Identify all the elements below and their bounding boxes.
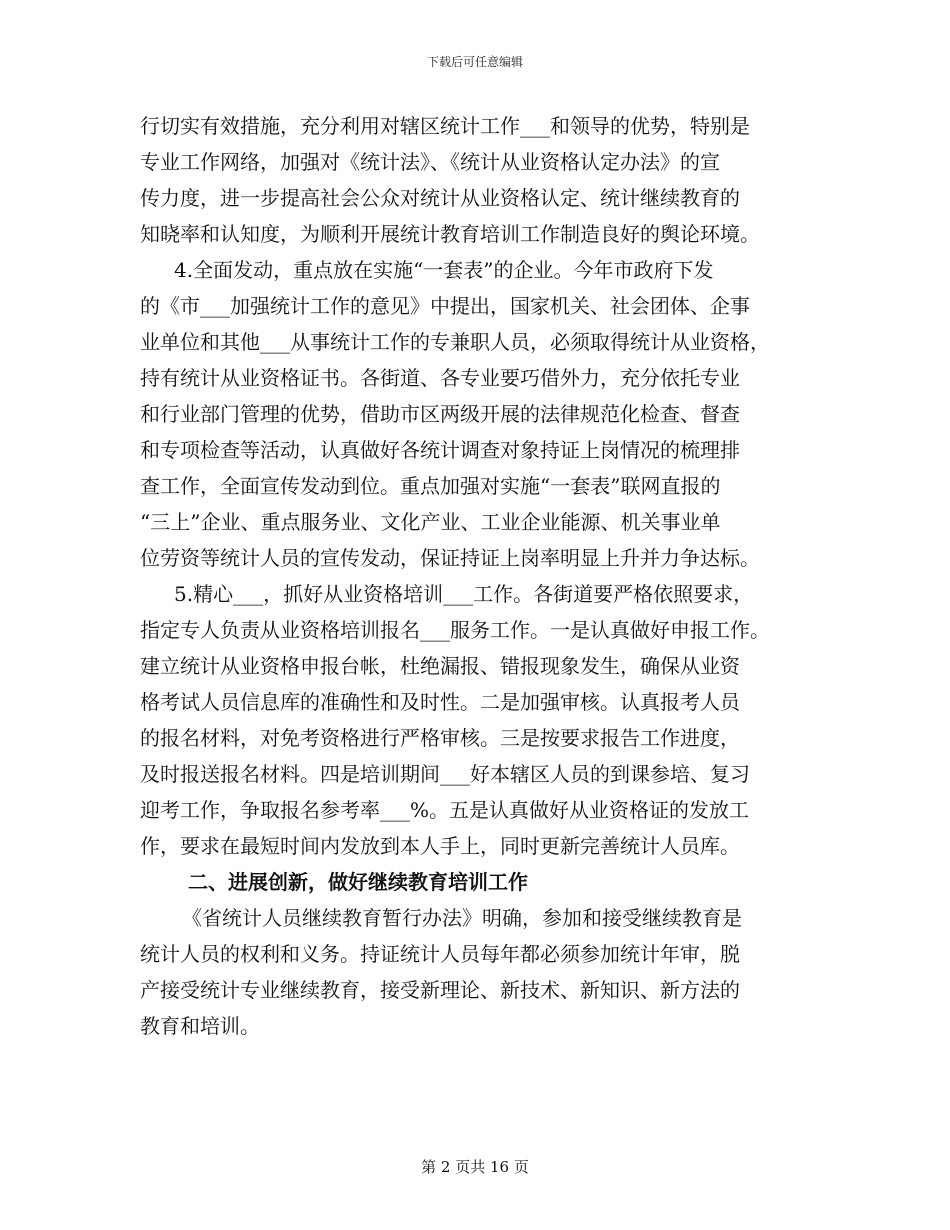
text-line: 知晓率和认知度，为顺利开展统计教育培训工作制造良好的舆论环境。	[140, 222, 760, 246]
text-line: 4.全面发动，重点放在实施“一套表”的企业。今年市政府下发	[174, 258, 714, 282]
text-line: 行切实有效措施，充分利用对辖区统计工作___和领导的优势，特别是	[140, 114, 750, 138]
text-line: “三上”企业、重点服务业、文化产业、工业企业能源、机关事业单	[140, 510, 721, 534]
text-line: 业单位和其他___从事统计工作的专兼职人员，必须取得统计从业资格，	[140, 330, 770, 354]
text-line: 统计人员的权利和义务。持证统计人员每年都必须参加统计年审，脱	[140, 942, 740, 966]
text-line: 的《市___加强统计工作的意见》中提出，国家机关、社会团体、企事	[140, 294, 750, 318]
text-line: 5.精心___，抓好从业资格培训___工作。各街道要严格依照要求，	[174, 582, 754, 606]
page-header: 下载后可任意编辑	[426, 55, 523, 69]
section-heading: 二、进展创新，做好继续教育培训工作	[188, 870, 528, 894]
text-line: 传力度，进一步提高社会公众对统计从业资格认定、统计继续教育的	[140, 186, 740, 210]
text-line: 及时报送报名材料。四是培训期间___好本辖区人员的到课参培、复习	[140, 762, 750, 786]
text-line: 产接受统计专业继续教育，接受新理论、新技术、新知识、新方法的	[140, 978, 740, 1002]
text-line: 建立统计从业资格申报台帐，杜绝漏报、错报现象发生，确保从业资	[140, 654, 740, 678]
text-line: 作，要求在最短时间内发放到本人手上，同时更新完善统计人员库。	[140, 834, 740, 858]
text-line: 和行业部门管理的优势，借助市区两级开展的法律规范化检查、督查	[140, 402, 740, 426]
document-body	[140, 108, 820, 1044]
text-line: 迎考工作，争取报名参考率___%。五是认真做好从业资格证的发放工	[140, 798, 750, 822]
text-line: 和专项检查等活动，认真做好各统计调查对象持证上岗情况的梳理排	[140, 438, 740, 462]
text-line: 的报名材料，对免考资格进行严格审核。三是按要求报告工作进度，	[140, 726, 740, 750]
text-line: 教育和培训。	[140, 1014, 260, 1038]
text-line: 位劳资等统计人员的宣传发动，保证持证上岗率明显上升并力争达标。	[140, 546, 760, 570]
text-line: 格考试人员信息库的准确性和及时性。二是加强审核。认真报考人员	[140, 690, 740, 714]
text-line: 持有统计从业资格证书。各街道、各专业要巧借外力，充分依托专业	[140, 366, 740, 390]
text-line: 专业工作网络，加强对《统计法》、《统计从业资格认定办法》的宣	[140, 150, 720, 174]
text-line: 查工作，全面宣传发动到位。重点加强对实施“一套表”联网直报的	[140, 474, 721, 498]
text-line: 指定专人负责从业资格培训报名___服务工作。一是认真做好申报工作。	[140, 618, 770, 642]
text-line: 《省统计人员继续教育暂行办法》明确，参加和接受继续教育是	[182, 906, 742, 930]
page-number: 第 2 页共 16 页	[421, 1158, 529, 1176]
